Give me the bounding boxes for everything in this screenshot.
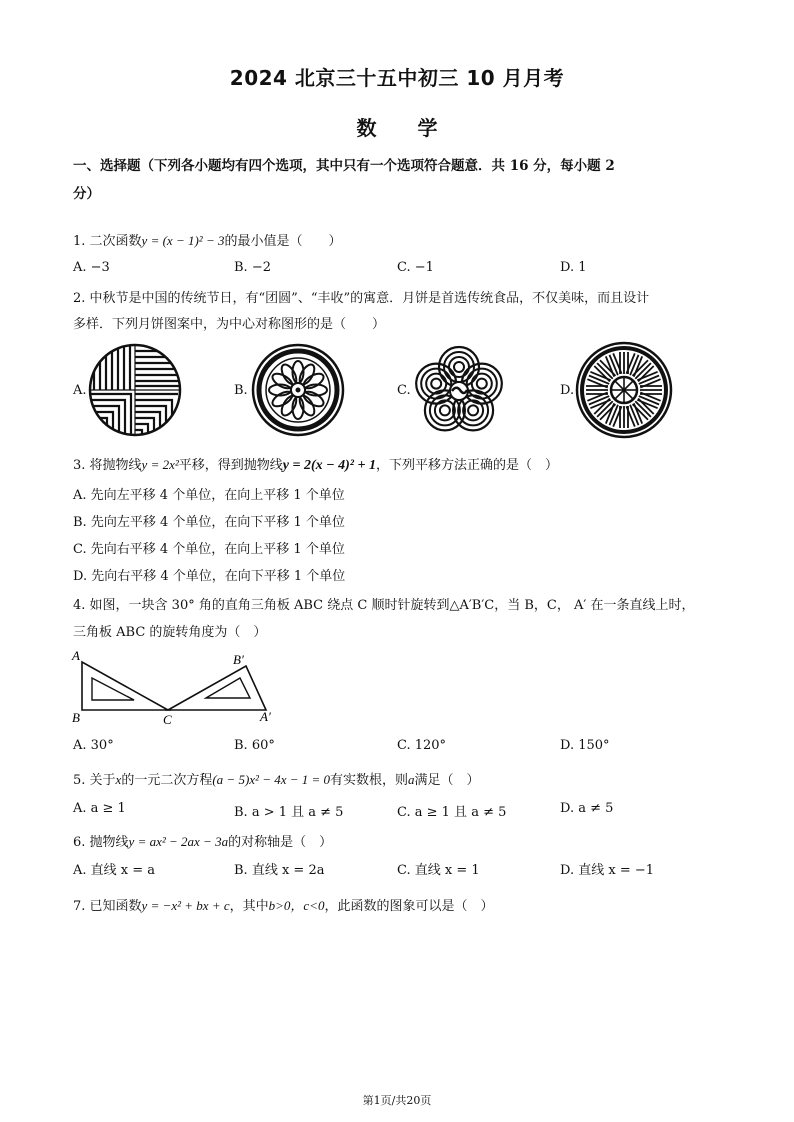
mooncake-c-image [412, 343, 506, 437]
q2-option-b[interactable]: B. [234, 383, 248, 398]
figure-label-b: B [72, 710, 80, 725]
figure-label-a-prime: A′ [260, 709, 271, 724]
figure-label-b-prime: B′ [233, 652, 244, 667]
q5-stem-mid2: 有实数根，则 [330, 773, 409, 788]
q3-option-d[interactable]: D. 先向右平移 4 个单位，在向下平移 1 个单位 [73, 569, 346, 584]
q1-option-b[interactable]: B. −2 [234, 260, 271, 275]
question-6-stem [73, 831, 332, 850]
q5-option-b[interactable]: B. a > 1 且 a ≠ 5 [234, 805, 344, 820]
exam-title: 2024 北京三十五中初三 10 月月考 [229, 66, 565, 90]
mooncake-b-image [251, 343, 345, 437]
q5-var-a: a [408, 772, 415, 787]
q1-option-c[interactable]: C. −1 [397, 260, 434, 275]
q6-stem-post: 的对称轴是（ ） [228, 835, 333, 850]
question-3-stem [73, 454, 558, 474]
q1-option-a[interactable]: A. −3 [73, 260, 110, 275]
q2-option-c[interactable]: C. [397, 383, 411, 398]
q1-formula: y = (x − 1)² − 3 [141, 233, 225, 248]
triangle-rotation-figure [70, 648, 280, 728]
q6-option-a[interactable]: A. 直线 x = a [73, 863, 156, 878]
q4-option-c[interactable]: C. 120° [397, 738, 447, 753]
q7-condition: b>0，c<0 [268, 898, 325, 913]
q7-stem-mid: ，其中 [229, 899, 269, 914]
q1-option-d[interactable]: D. 1 [560, 260, 587, 275]
q5-var-x: x [115, 772, 122, 787]
q7-formula: y = −x² + bx + c [141, 898, 230, 913]
subject-title: 数 学 [356, 116, 438, 140]
question-4-line2: 三角板 ABC 的旋转角度为（ ） [73, 625, 267, 640]
q6-option-d[interactable]: D. 直线 x = −1 [560, 863, 655, 878]
q3-stem-post: ，下列平移方法正确的是（ ） [375, 458, 558, 473]
q5-stem-pre: 5. 关于 [73, 773, 116, 788]
q2-option-a[interactable]: A. [73, 383, 87, 398]
q5-option-d[interactable]: D. a ≠ 5 [560, 801, 614, 816]
q5-stem-post: 满足（ ） [414, 773, 480, 788]
q7-stem-pre: 7. 已知函数 [73, 899, 142, 914]
section-heading [73, 152, 733, 208]
q6-stem-pre: 6. 抛物线 [73, 835, 129, 850]
q6-formula: y = ax² − 2ax − 3a [128, 834, 229, 849]
q6-option-b[interactable]: B. 直线 x = 2a [234, 863, 325, 878]
q3-option-a[interactable]: A. 先向左平移 4 个单位，在向上平移 1 个单位 [73, 488, 345, 503]
question-1-stem [73, 230, 341, 249]
mooncake-d-image [575, 341, 673, 439]
q5-option-a[interactable]: A. a ≥ 1 [73, 801, 126, 816]
q3-stem-mid: 平移，得到抛物线 [178, 458, 283, 473]
question-4-line1: 4. 如图，一块含 30° 角的直角三角板 ABC 绕点 C 顺时针旋转到△A′B′C，当 B，C， A′ 在一条直线上时， [73, 598, 695, 613]
q3-option-b[interactable]: B. 先向左平移 4 个单位，在向下平移 1 个单位 [73, 515, 345, 530]
question-2-line1: 2. 中秋节是中国的传统节日，有“团圆”、“丰收”的寓意．月饼是首选传统食品，不仅美味，而且设计 [73, 291, 650, 306]
q2-option-d[interactable]: D. [560, 383, 575, 398]
q3-formula-2: y = 2(x − 4)² + 1 [282, 458, 376, 473]
page-footer: 第1页/共20页 [362, 1094, 432, 1107]
q1-stem-post: 的最小值是（ ） [224, 234, 342, 249]
q5-formula: (a − 5)x² − 4x − 1 = 0 [212, 772, 331, 787]
figure-label-c: C [163, 712, 172, 727]
q5-stem-mid: 的一元二次方程 [121, 773, 213, 788]
section-heading-line1: 一、选择题（下列各小题均有四个选项，其中只有一个选项符合题意．共 16 分，每小题 2 [73, 158, 615, 174]
q1-stem-pre: 1. 二次函数 [73, 234, 142, 249]
question-2-line2: 多样．下列月饼图案中，为中心对称图形的是（ ） [73, 317, 386, 332]
q3-stem-pre: 3. 将抛物线 [73, 458, 142, 473]
q4-option-d[interactable]: D. 150° [560, 738, 610, 753]
mooncake-a-image [88, 343, 182, 437]
q3-formula-1: y = 2x² [141, 457, 179, 472]
q4-option-b[interactable]: B. 60° [234, 738, 275, 753]
q4-option-a[interactable]: A. 30° [73, 738, 114, 753]
section-heading-line2: 分） [73, 186, 100, 202]
question-5-stem [73, 769, 480, 788]
question-7-stem [73, 895, 493, 914]
q3-option-c[interactable]: C. 先向右平移 4 个单位，在向上平移 1 个单位 [73, 542, 345, 557]
figure-label-a: A [72, 648, 80, 663]
q5-option-c[interactable]: C. a ≥ 1 且 a ≠ 5 [397, 805, 507, 820]
q6-option-c[interactable]: C. 直线 x = 1 [397, 863, 480, 878]
q7-stem-post: ，此函数的图象可以是（ ） [324, 899, 494, 914]
